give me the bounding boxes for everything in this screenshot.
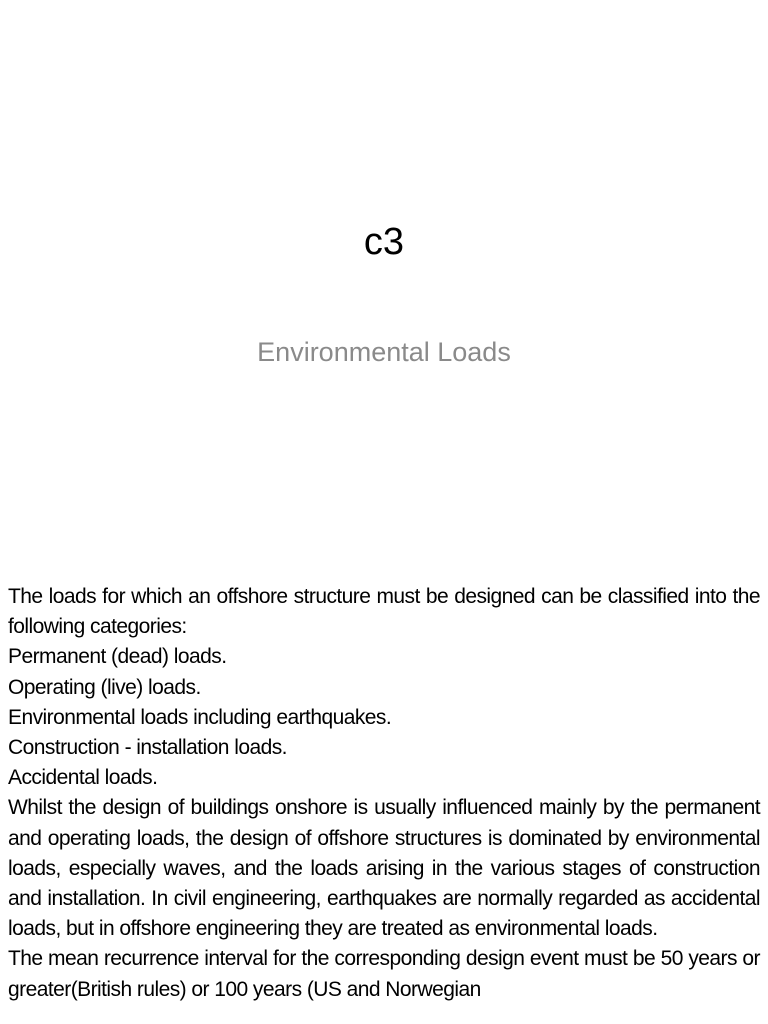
slide-title: c3 (363, 221, 405, 263)
category-item-construction: Construction - installation loads. (8, 736, 287, 760)
category-item-permanent: Permanent (dead) loads. (8, 645, 227, 669)
design-paragraph: Whilst the design of buildings onshore is usually influenced mainly by the permanent and operating loads, the design of offshore structures is dominated by environmental loads, especially waves, and the loads arising in the various stages of construction and installation. In civil engineering, earthquakes are normally regarded as accidental loads, but in offshore engineering they are treated as environmental loads. (8, 796, 760, 941)
category-item-accidental: Accidental loads. (8, 766, 158, 790)
category-item-operating: Operating (live) loads. (8, 675, 201, 699)
recurrence-paragraph: The mean recurrence interval for the corresponding design event must be 50 years or greater(British rules) or 100 years (US and Norwegian (8, 947, 760, 1001)
category-item-environmental: Environmental loads including earthquakes. (8, 705, 392, 729)
body-text (8, 582, 760, 1005)
slide-subtitle: Environmental Loads (257, 337, 511, 367)
intro-paragraph: The loads for which an offshore structure must be designed can be classified into the following categories: (8, 585, 760, 639)
